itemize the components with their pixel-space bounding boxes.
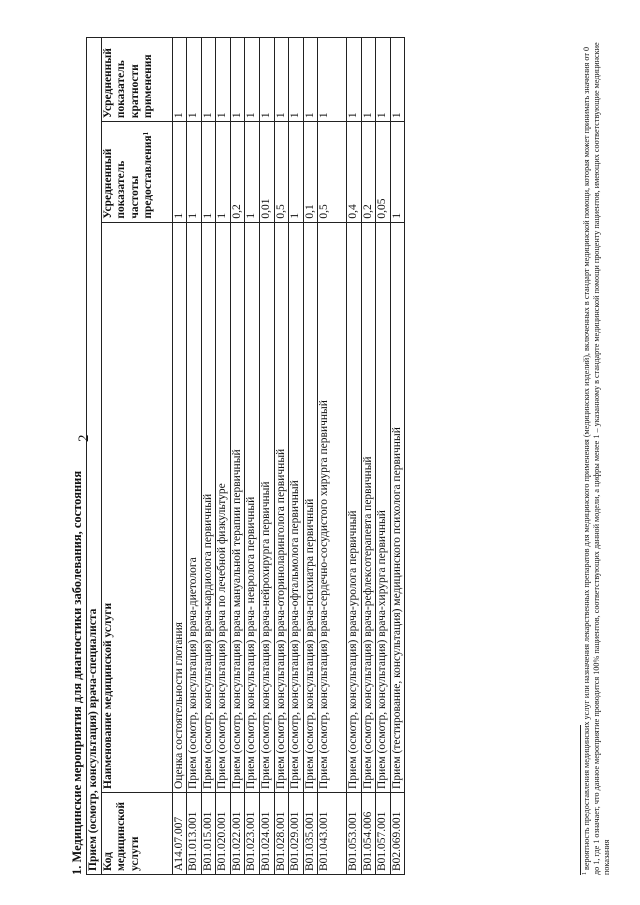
cell-frequency: 0,5 [318,122,347,223]
cell-name: Прием (осмотр, консультация) врача-психиатра первичный [303,222,318,792]
header-code: Код медицинской услуги [101,792,172,874]
cell-name: Прием (осмотр, консультация) врача-офтальмолога первичный [289,222,304,792]
cell-name: Прием (осмотр, консультация) врача-сердечно-сосудистого хирурга первичный [318,222,347,792]
cell-name: Прием (осмотр, консультация) врача-кардиолога первичный [201,222,216,792]
cell-multiplicity: 1 [274,38,289,122]
cell-code: B02.069.001 [390,792,405,874]
cell-frequency: 0,4 [347,122,362,223]
table-row [303,38,318,875]
cell-frequency: 0,5 [274,122,289,223]
header-frequency-label: Усредненный показатель частоты предоставления [101,135,155,219]
cell-name: Прием (осмотр, консультация) врача-уролога первичный [347,222,362,792]
table-row [289,38,304,875]
cell-frequency: 0,1 [303,122,318,223]
cell-multiplicity: 1 [245,38,260,122]
cell-code: B01.057.001 [376,792,391,874]
header-row [101,38,172,875]
cell-frequency: 0,2 [361,122,376,223]
cell-frequency: 1 [289,122,304,223]
footnote-divider [580,725,581,875]
cell-name: Прием (осмотр, консультация) врача мануальной терапии первичный [230,222,245,792]
table-row [201,38,216,875]
cell-frequency: 0,01 [259,122,274,223]
page-number: 2 [76,434,92,442]
header-frequency [101,122,172,223]
table-row [318,38,347,875]
cell-name: Прием (тестирование, консультация) медицинского психолога первичный [390,222,405,792]
cell-multiplicity: 1 [201,38,216,122]
cell-code: B01.022.001 [230,792,245,874]
cell-name: Прием (осмотр, консультация) врача по лечебной физкультуре [216,222,231,792]
group-row [87,38,102,875]
cell-code: A14.07.007 [172,792,187,874]
cell-multiplicity: 1 [187,38,202,122]
cell-multiplicity: 1 [376,38,391,122]
cell-multiplicity: 1 [303,38,318,122]
footnote [582,39,612,875]
cell-multiplicity: 1 [230,38,245,122]
cell-frequency: 0,2 [230,122,245,223]
cell-code: B01.035.001 [303,792,318,874]
cell-frequency: 1 [390,122,405,223]
table-row [376,38,391,875]
cell-name: Оценка состоятельности глотания [172,222,187,792]
cell-code: B01.020.001 [216,792,231,874]
cell-frequency: 1 [216,122,231,223]
cell-name: Прием (осмотр, консультация) врача-диетолога [187,222,202,792]
cell-multiplicity: 1 [390,38,405,122]
cell-code: B01.013.001 [187,792,202,874]
table-row [361,38,376,875]
cell-multiplicity: 1 [172,38,187,122]
cell-code: B01.029.001 [289,792,304,874]
document-page [70,35,610,875]
table-row [230,38,245,875]
cell-frequency: 1 [172,122,187,223]
header-name: Наименование медицинской услуги [101,222,172,792]
footnote-mark: 1 [582,872,588,875]
cell-code: B01.053.001 [347,792,362,874]
cell-name: Прием (осмотр, консультация) врача- невролога первичный [245,222,260,792]
cell-code: B01.023.001 [245,792,260,874]
cell-frequency: 0,05 [376,122,391,223]
cell-code: B01.043.001 [318,792,347,874]
header-multiplicity: Усредненный показатель кратности применения [101,38,172,122]
table-row [390,38,405,875]
table-row [274,38,289,875]
cell-multiplicity: 1 [216,38,231,122]
table-row [245,38,260,875]
cell-frequency: 1 [187,122,202,223]
cell-multiplicity: 1 [361,38,376,122]
cell-multiplicity: 1 [347,38,362,122]
cell-name: Прием (осмотр, консультация) врача-нейрохирурга первичный [259,222,274,792]
cell-frequency: 1 [245,122,260,223]
cell-code: B01.015.001 [201,792,216,874]
services-table [86,37,405,875]
cell-code: B01.028.001 [274,792,289,874]
table-row [187,38,202,875]
section-title: 1. Медицинские мероприятия для диагностики заболевания, состояния [70,470,84,875]
cell-code: B01.024.001 [259,792,274,874]
table-row [259,38,274,875]
cell-multiplicity: 1 [259,38,274,122]
cell-name: Прием (осмотр, консультация) врача-оториноларинголога первичный [274,222,289,792]
cell-name: Прием (осмотр, консультация) врача-рефлексотерапевта первичный [361,222,376,792]
table-row [216,38,231,875]
cell-multiplicity: 1 [289,38,304,122]
table-row [172,38,187,875]
table-row [347,38,362,875]
cell-name: Прием (осмотр, консультация) врача-хирурга первичный [376,222,391,792]
cell-multiplicity: 1 [318,38,347,122]
cell-frequency: 1 [201,122,216,223]
cell-code: B01.054.006 [361,792,376,874]
footnote-text: вероятность предоставления медицинских услуг или назначения лекарственных препаратов для медицинского применения (медицинских изделий), включенных в стандарт медицинской помощи, которая может принимать значения от 0 до 1, где 1 означает, что данное мероприятие проводится 100% пациентов, соответствующих данной модели, а цифры менее 1 – указанному в стандарте медицинской помощи проценту пациентов, имеющих соответствующие медицинские показания [582,42,611,875]
footnote-reference: 1 [142,131,151,136]
group-title: Прием (осмотр, консультация) врача-специалиста [87,38,102,875]
